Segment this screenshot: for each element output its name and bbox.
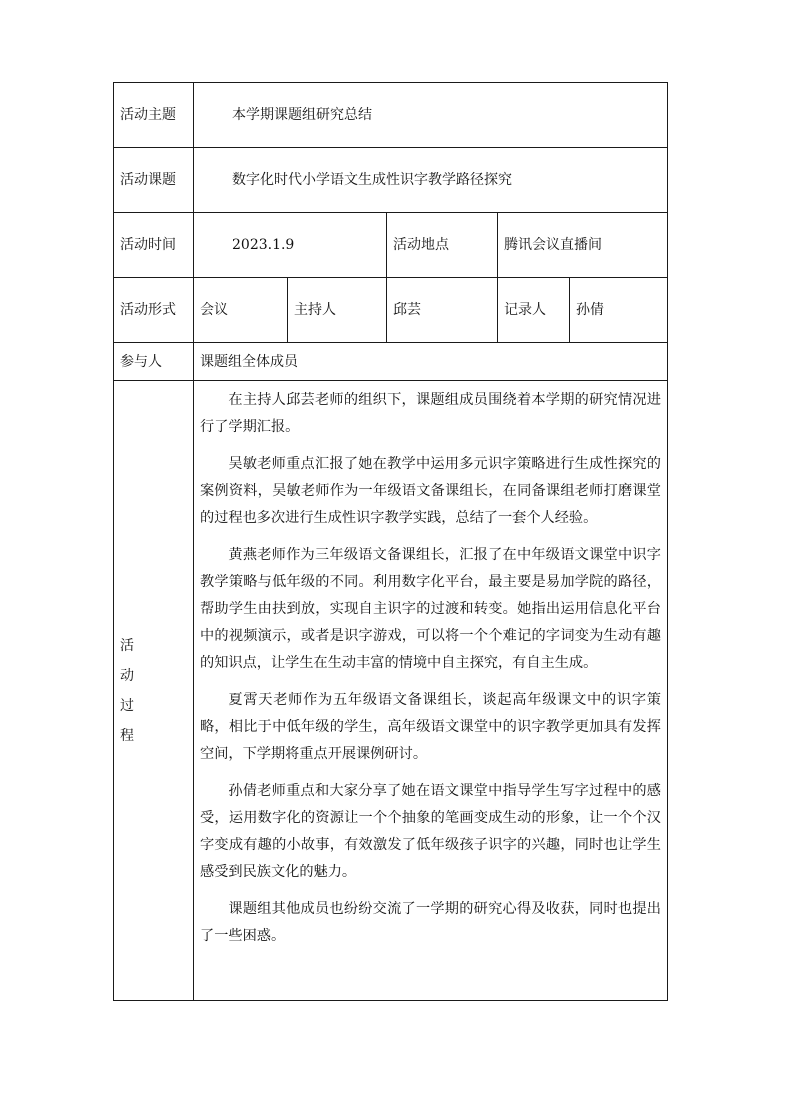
theme-label: 活动主题 [114, 83, 194, 148]
time-value: 2023.1.9 [194, 213, 387, 278]
participants-value: 课题组全体成员 [194, 343, 668, 381]
participants-label: 参与人 [114, 343, 194, 381]
recorder-label: 记录人 [498, 278, 570, 343]
row-form [114, 278, 668, 343]
process-label-char: 活 [120, 637, 134, 654]
process-label [114, 381, 194, 1001]
process-label-char: 程 [120, 727, 134, 744]
process-paragraph: 夏霄天老师作为五年级语文备课组长，谈起高年级课文中的识字策略，相比于中低年级的学生，高年级语文课堂中的识字教学更加具有发挥空间，下学期将重点开展课例研讨。 [200, 692, 661, 762]
row-participants [114, 343, 668, 381]
process-label-char: 动 [120, 667, 134, 684]
host-label: 主持人 [288, 278, 387, 343]
row-topic [114, 148, 668, 213]
theme-value: 本学期课题组研究总结 [194, 83, 668, 148]
time-label: 活动时间 [114, 213, 194, 278]
row-process [114, 381, 668, 1001]
process-paragraph: 吴敏老师重点汇报了她在教学中运用多元识字策略进行生成性探究的案例资料，吴敏老师作为一年级语文备课组长，在同备课组老师打磨课堂的过程也多次进行生成性识字教学实践，总结了一套个人经验。 [200, 456, 661, 526]
form-label: 活动形式 [114, 278, 194, 343]
process-content [194, 381, 668, 1001]
process-paragraph: 孙倩老师重点和大家分享了她在语文课堂中指导学生写字过程中的感受，运用数字化的资源让一个个抽象的笔画变成生动的形象，让一个个汉字变成有趣的小故事，有效激发了低年级孩子识字的兴趣，同时也让学生感受到民族文化的魅力。 [200, 783, 661, 880]
process-paragraph: 在主持人邱芸老师的组织下，课题组成员围绕着本学期的研究情况进行了学期汇报。 [200, 392, 661, 435]
topic-label: 活动课题 [114, 148, 194, 213]
host-value: 邱芸 [387, 278, 498, 343]
process-label-char: 过 [120, 697, 134, 714]
process-paragraph: 黄燕老师作为三年级语文备课组长，汇报了在中年级语文课堂中识字教学策略与低年级的不同。利用数字化平台，最主要是易加学院的路径，帮助学生由扶到放，实现自主识字的过渡和转变。她指出运用信息化平台中的视频演示，或者是识字游戏，可以将一个个难记的字词变为生动有趣的知识点，让学生在生动丰富的情境中自主探究，有自主生成。 [200, 547, 661, 671]
place-label: 活动地点 [387, 213, 498, 278]
row-theme [114, 83, 668, 148]
topic-value: 数字化时代小学语文生成性识字教学路径探究 [194, 148, 668, 213]
process-paragraph: 课题组其他成员也纷纷交流了一学期的研究心得及收获，同时也提出了一些困惑。 [200, 901, 661, 944]
recorder-value: 孙倩 [570, 278, 668, 343]
place-value: 腾讯会议直播间 [498, 213, 668, 278]
row-time-place [114, 213, 668, 278]
activity-record-table [113, 82, 668, 1001]
form-value: 会议 [194, 278, 288, 343]
